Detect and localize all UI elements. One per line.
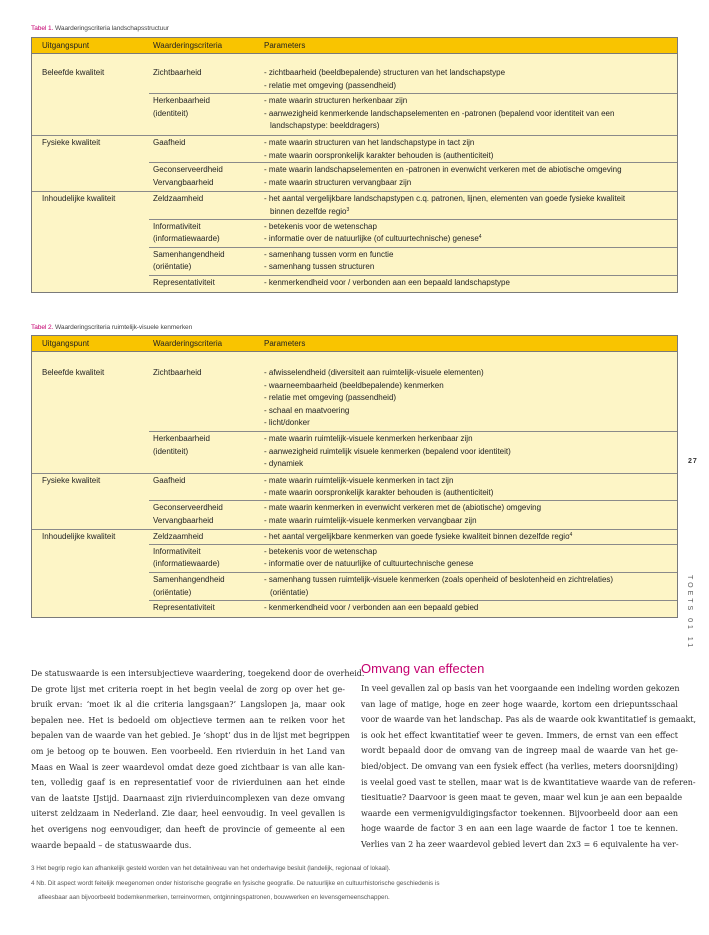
parameter-line	[264, 221, 482, 234]
row-divider	[149, 572, 677, 573]
parameter-line	[264, 558, 473, 571]
text-line: waarde een vermenigvuldigingsfactor toekennen. Bijvoorbeeld door aan een	[361, 808, 678, 818]
table1-header	[32, 38, 677, 54]
parameter-text: - mate waarin structuren vervangbaar zijn	[264, 177, 412, 187]
parameter-line	[264, 475, 493, 488]
table2-caption-label: Tabel 2.	[31, 324, 54, 331]
criterium-line: Representativiteit	[153, 277, 215, 287]
table2	[31, 335, 678, 618]
row-divider	[149, 275, 677, 276]
parameter-text: (oriëntatie)	[270, 587, 309, 597]
row-divider	[149, 600, 677, 601]
parameter-line	[264, 367, 484, 380]
row-divider	[149, 219, 677, 220]
parameter-line	[264, 249, 393, 262]
parameter-text: landschapstype: beelddragers)	[270, 121, 380, 131]
table1-header-col3: Parameters	[264, 41, 306, 50]
table1-caption-text: Waarderingscriteria landschapsstructuur	[55, 25, 169, 32]
cell-parameters	[264, 67, 505, 92]
criterium-line: (informatiewaarde)	[153, 559, 220, 569]
cell-parameters	[264, 249, 393, 274]
parameter-text: - relatie met omgeving (passendheid)	[264, 393, 397, 403]
table-row	[32, 94, 677, 135]
table-row	[32, 545, 677, 573]
parameter-line	[264, 80, 505, 93]
cell-criterium	[153, 531, 203, 544]
parameter-line	[264, 277, 510, 290]
parameter-line	[264, 405, 484, 418]
text-line: is ook het effect kwantitatief weer te geven. Immers, de ernst van een effect	[361, 730, 678, 740]
parameter-text: - het aantal vergelijkbare landschapstypen c.q. patronen, lijnen, elementen van goede fysieke kwaliteit	[264, 194, 626, 204]
cell-parameters	[264, 475, 493, 500]
table-row	[32, 601, 677, 617]
parameter-line	[264, 587, 613, 600]
text-line: van lage of matige, hoge en zeer hoge waarde, kortom een driepuntsschaal	[361, 699, 678, 709]
row-divider	[149, 431, 677, 432]
table1-body	[32, 54, 677, 292]
running-title	[683, 575, 693, 651]
parameter-text: - afwisselendheid (diversiteit aan ruimtelijk-visuele elementen)	[264, 368, 484, 377]
cell-parameters	[264, 137, 493, 162]
table2-header	[32, 336, 677, 352]
criterium-line: Zichtbaarheid	[153, 368, 202, 377]
footnote: 3 Het begrip regio kan afhankelijk gesteld worden van het detailniveau van het onderhavige besluit (landelijk, regionaal of lokaal).	[31, 865, 391, 872]
parameter-text: - informatie over de natuurlijke (of cultuurtechnische) genese	[264, 234, 479, 244]
parameter-line	[264, 206, 625, 219]
cell-criterium	[153, 574, 225, 599]
table2-caption	[31, 324, 192, 331]
cell-parameters	[264, 367, 484, 430]
parameter-text: - mate waarin structuren herkenbaar zijn	[264, 96, 408, 106]
row-divider	[149, 247, 677, 248]
parameter-text: - mate waarin structuren van het landschapstype in tact zijn	[264, 137, 475, 147]
criterium-line: (identiteit)	[153, 108, 189, 118]
parameter-line	[264, 120, 614, 133]
text-line: waarde bepaald – de statuswaarde dus.	[31, 840, 192, 850]
cell-criterium	[153, 164, 223, 189]
cell-parameters	[264, 95, 614, 133]
criterium-line: Gaafheid	[153, 137, 186, 147]
cell-criterium	[153, 602, 215, 615]
criterium-line: (oriëntatie)	[153, 262, 192, 272]
parameter-text: - mate waarin ruimtelijk-visuele kenmerken herkenbaar zijn	[264, 434, 473, 443]
table-row	[32, 432, 677, 473]
footnote: 4 Nb. Dit aspect wordt feitelijk meegenomen onder historische geografie en fysische geografie. De natuurlijke en cultuurhistorische geschiedenis is	[31, 879, 440, 887]
text-line: De statuswaarde is een intersubjectieve waardering, toegekend door de overheid.	[31, 669, 365, 678]
parameter-line	[264, 602, 478, 615]
table-row	[32, 473, 677, 501]
cell-criterium	[153, 193, 203, 206]
text-line: voor de waarde van het landschap. Pas als de waarde ook kwantitatief is gemaakt,	[361, 715, 697, 725]
parameter-text: - betekenis voor de wetenschap	[264, 221, 377, 231]
parameter-text: - kenmerkendheid voor / verbonden aan een bepaald landschapstype	[264, 277, 510, 287]
parameter-text: - aanwezigheid kenmerkende landschapselementen en -patronen (bepalend voor identiteit van een	[264, 108, 615, 118]
parameter-line	[264, 95, 614, 108]
text-line: tiesituatie? Daarvoor is geen maat te geven, maar wel kun je aan een bepaalde	[361, 793, 683, 803]
parameter-text: - samenhang tussen structuren	[264, 262, 375, 272]
table1-caption	[31, 25, 169, 32]
row-divider	[149, 93, 677, 94]
criterium-line: Vervangbaarheid	[153, 515, 214, 525]
criterium-line: Geconserveerdheid	[153, 502, 223, 512]
table1-header-col2: Waarderingscriteria	[153, 41, 223, 50]
parameter-text: - mate waarin ruimtelijk-visuele kenmerken in tact zijn	[264, 475, 454, 485]
criterium-line: Informativiteit	[153, 221, 201, 231]
cell-parameters	[264, 574, 613, 599]
cell-uitgangspunt: Inhoudelijke kwaliteit	[42, 532, 116, 542]
cell-parameters	[264, 164, 622, 189]
table-row	[32, 501, 677, 529]
table1	[31, 37, 678, 293]
parameter-line	[264, 177, 622, 190]
footnote-ref: 4	[569, 532, 573, 539]
criterium-line: Vervangbaarheid	[153, 177, 214, 187]
right-column-text	[361, 681, 697, 853]
parameter-line	[264, 546, 473, 559]
criterium-line: Representativiteit	[153, 603, 215, 613]
cell-criterium	[153, 546, 220, 571]
table1-header-col1: Uitgangspunt	[42, 41, 90, 50]
footnotes	[31, 862, 439, 906]
table2-header-col1: Uitgangspunt	[42, 339, 90, 348]
table2-header-col3: Parameters	[264, 339, 306, 348]
text-line: is veelal goed vast te stellen, maar wat is de kwantitatieve waarde van de referen-	[361, 777, 696, 787]
cell-criterium	[153, 249, 225, 274]
parameter-text: - samenhang tussen vorm en functie	[264, 249, 394, 259]
text-line: bepalen nee. Het is bedoeld om objectieve termen aan te reiken voor het	[31, 715, 345, 725]
cell-uitgangspunt: Fysieke kwaliteit	[42, 475, 101, 485]
cell-criterium	[153, 277, 215, 290]
footnote: afleesbaar aan bijvoorbeeld bodemkenmerken, terreinvormen, ontginningspatronen, bouwwerken en levensgemeenschappen.	[38, 894, 390, 902]
parameter-text: - het aantal vergelijkbare kenmerken van goede fysieke kwaliteit binnen dezelfde regio	[264, 532, 570, 542]
criterium-line: Samenhangendheid	[153, 574, 225, 584]
row-divider	[149, 162, 677, 163]
cell-parameters	[264, 502, 541, 527]
parameter-line	[264, 574, 613, 587]
parameter-line	[264, 261, 393, 274]
parameter-line	[264, 392, 484, 405]
text-line: bepalen van de waarde van het gebied. Je ‘shopt’ dus in de lijst met begrippen	[31, 731, 350, 741]
footnote-ref: 4	[478, 234, 482, 241]
text-line: het overigens nog eenvoudiger, dan heeft de provincie of gemeente al een	[31, 824, 345, 834]
table2-body	[32, 352, 677, 617]
section-heading: Omvang van effecten	[361, 661, 485, 676]
criterium-line: Informativiteit	[153, 546, 201, 556]
criterium-line: Herkenbaarheid	[153, 96, 210, 106]
cell-parameters	[264, 602, 478, 615]
table1-caption-label: Tabel 1.	[31, 25, 54, 32]
table-row	[32, 573, 677, 601]
criterium-line: Samenhangendheid	[153, 249, 225, 259]
criterium-line: Gaafheid	[153, 475, 186, 485]
parameter-text: - aanwezigheid ruimtelijk visuele kenmerken (bepalend voor identiteit)	[264, 446, 511, 456]
parameter-text: - schaal en maatvoering	[264, 405, 350, 415]
parameter-line	[264, 487, 493, 500]
text-line: Maas en Waal is zeer waardevol omdat deze goed zichtbaar is van alle kan-	[31, 762, 345, 772]
left-column-text	[31, 666, 365, 853]
criterium-line: Geconserveerdheid	[153, 165, 223, 175]
parameter-text: - mate waarin oorspronkelijk karakter behouden is (authenticiteit)	[264, 488, 494, 498]
parameter-line	[264, 193, 625, 206]
criterium-line: (oriëntatie)	[153, 587, 192, 597]
cell-uitgangspunt: Fysieke kwaliteit	[42, 137, 101, 147]
criterium-line: (informatiewaarde)	[153, 234, 220, 244]
parameter-text: - zichtbaarheid (beeldbepalende) structuren van het landschapstype	[264, 68, 506, 77]
parameter-line	[264, 515, 541, 528]
cell-criterium	[153, 433, 210, 458]
table-row	[32, 529, 677, 545]
text-line: bruik ervan: ‘moet ik al die criteria langsgaan?’ Langslopen ja, maar ook	[31, 700, 345, 710]
parameter-line	[264, 417, 484, 430]
parameter-line	[264, 380, 484, 393]
text-line: hoge waarde de factor 3 en aan een lage waarde de factor 1 toe te kennen.	[361, 824, 678, 834]
parameter-line	[264, 233, 482, 246]
text-line: uiterst zeldzaam in Nederland. Zie daar, heel eenvoudig. In veel gevallen is	[31, 809, 345, 819]
cell-criterium	[153, 367, 201, 380]
footnote-ref: 3	[346, 206, 350, 213]
parameter-line	[264, 531, 572, 544]
table-row	[32, 135, 677, 163]
text-line: Verlies van 2 ha zeer waardevol gebied levert dan 2x3 = 6 equivalente ha ver-	[361, 839, 679, 849]
table-row	[32, 352, 677, 432]
parameter-text: - betekenis voor de wetenschap	[264, 546, 377, 556]
row-divider	[149, 544, 677, 545]
text-line: De grote lijst met criteria roept in het begin veelal de zorg op over het ge-	[31, 684, 345, 694]
running-title-text: TOETS 01 11	[686, 575, 693, 651]
parameter-text: - mate waarin oorspronkelijk karakter behouden is (authenticiteit)	[264, 150, 494, 160]
text-line: ten, volledig gaaf is en representatief voor de rivierduinen aan het einde	[31, 778, 345, 788]
parameter-line	[264, 446, 511, 459]
parameter-line	[264, 108, 614, 121]
page-number: 27	[688, 458, 698, 465]
parameter-text: - mate waarin kenmerken in evenwicht verkeren met de (abiotische) omgeving	[264, 502, 542, 512]
parameter-text: - dynamiek	[264, 459, 304, 469]
table-row	[32, 163, 677, 191]
table-row	[32, 220, 677, 248]
cell-parameters	[264, 277, 510, 290]
cell-criterium	[153, 95, 210, 120]
parameter-line	[264, 164, 622, 177]
parameter-text: - kenmerkendheid voor / verbonden aan een bepaald gebied	[264, 603, 479, 613]
parameter-text: - mate waarin landschapselementen en -patronen in evenwicht verkeren met de abiotische omgeving	[264, 165, 622, 175]
cell-criterium	[153, 502, 223, 527]
parameter-text: - licht/donker	[264, 418, 310, 428]
parameter-text: binnen dezelfde regio	[270, 206, 347, 216]
table2-header-col2: Waarderingscriteria	[153, 339, 223, 348]
criterium-line: Zeldzaamheid	[153, 194, 204, 204]
parameter-line	[264, 67, 505, 80]
parameter-text: - informatie over de natuurlijke of cultuurtechnische genese	[264, 559, 474, 569]
criterium-line: (identiteit)	[153, 446, 189, 456]
cell-criterium	[153, 475, 185, 488]
table-row	[32, 248, 677, 276]
cell-parameters	[264, 546, 473, 571]
text-line: bied/object. De omvang van een fysiek effect (ha verlies, meters doorsnijding)	[361, 761, 678, 771]
parameter-text: - mate waarin ruimtelijk-visuele kenmerken vervangbaar zijn	[264, 515, 477, 525]
cell-parameters	[264, 433, 511, 471]
parameter-line	[264, 433, 511, 446]
cell-uitgangspunt: Beleefde kwaliteit	[42, 68, 105, 77]
criterium-line: Zeldzaamheid	[153, 532, 204, 542]
row-divider	[149, 500, 677, 501]
cell-criterium	[153, 221, 220, 246]
cell-uitgangspunt: Beleefde kwaliteit	[42, 368, 105, 377]
cell-criterium	[153, 137, 185, 150]
criterium-line: Herkenbaarheid	[153, 434, 210, 443]
text-line: In veel gevallen zal op basis van het voorgaande een indeling worden gekozen	[361, 684, 680, 693]
cell-parameters	[264, 221, 482, 246]
table2-caption-text: Waarderingscriteria ruimtelijk-visuele kenmerken	[55, 324, 193, 331]
text-line: van de laatste IJstijd. Daarnaast zijn rivierduincomplexen van deze omvang	[31, 793, 345, 803]
text-line: wordt bepaald door de omvang van de ingreep maal de waarde van het ge-	[361, 746, 678, 756]
cell-uitgangspunt: Inhoudelijke kwaliteit	[42, 194, 116, 204]
parameter-line	[264, 502, 541, 515]
table-row	[32, 276, 677, 292]
parameter-text: - samenhang tussen ruimtelijk-visuele kenmerken (zoals openheid of beslotenheid en zichtrelaties)	[264, 574, 614, 584]
cell-parameters	[264, 193, 625, 218]
text-line: om je betoog op te bouwen. Een voorbeeld. Een rivierduin in het Land van	[31, 746, 345, 756]
table-row	[32, 54, 677, 94]
table-row	[32, 191, 677, 219]
parameter-line	[264, 137, 493, 150]
parameter-line	[264, 458, 511, 471]
parameter-text: - waarneembaarheid (beeldbepalende) kenmerken	[264, 380, 444, 390]
parameter-text: - relatie met omgeving (passendheid)	[264, 80, 397, 90]
parameter-line	[264, 150, 493, 163]
cell-parameters	[264, 531, 572, 544]
cell-criterium	[153, 67, 201, 80]
criterium-line: Zichtbaarheid	[153, 68, 202, 77]
